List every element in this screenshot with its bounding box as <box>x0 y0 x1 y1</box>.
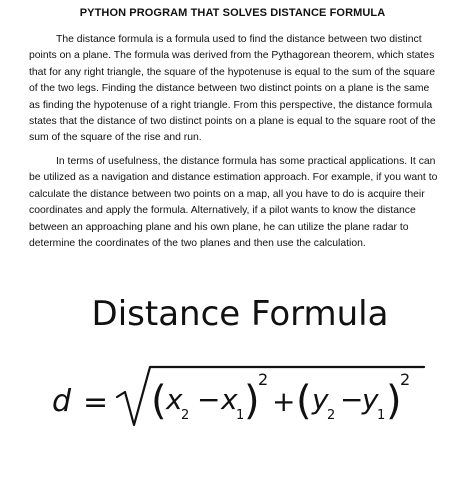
open-paren: ( <box>151 378 167 424</box>
formula-y1-subscript: 1 <box>377 408 386 423</box>
formula-x1: x <box>221 383 238 416</box>
formula-graphic <box>0 285 465 455</box>
formula-exponent: 2 <box>258 370 269 389</box>
formula-y2-subscript: 2 <box>327 408 336 423</box>
paragraph-definition <box>29 32 441 147</box>
formula-y1: y <box>362 383 379 416</box>
distance-formula-figure <box>0 285 465 455</box>
formula-plus: + <box>272 385 296 418</box>
paragraph-applications <box>29 154 441 252</box>
formula-y2: y <box>312 383 329 416</box>
formula-x2-subscript: 2 <box>181 408 190 423</box>
formula-minus: − <box>340 383 364 416</box>
close-paren: ) <box>386 378 402 424</box>
formula-x1-subscript: 1 <box>236 408 245 423</box>
document-title: PYTHON PROGRAM THAT SOLVES DISTANCE FORMULA <box>79 7 386 19</box>
formula-x2: x <box>166 383 183 416</box>
formula-exponent: 2 <box>400 370 411 389</box>
formula-lhs-d: d <box>52 384 72 419</box>
figure-heading: Distance Formula <box>91 294 389 334</box>
paragraph-text: The distance formula is a formula used to find the distance between two distinct points on a plane. The formula was derived from the Pythagorean theorem, which states that for any right triangle, the square of the hypotenuse is equal to the sum of the square of the two legs. Finding the distance between two distinct points on a plane is the same as finding the hypotenuse of a right triangle. From this perspective, the distance formula states that the distance of two distinct points on a plane is equal to the square root of the sum of the square of the rise and run. <box>29 34 436 144</box>
formula-minus: − <box>197 383 221 416</box>
close-paren: ) <box>244 378 260 424</box>
paragraph-text: In terms of usefulness, the distance formula has some practical applications. It can be utilized as a navigation and distance estimation approach. For example, if you want to calculate the distance between two points on a map, all you have to do is acquire their coordinates and apply the formula. Alternatively, if a pilot wants to know the distance between an approaching plane and his own plane, he can utilize the plane radar to determine the coordinates of the two planes and then use the calculation. <box>29 156 438 250</box>
open-paren: ( <box>296 378 312 424</box>
formula-equals: = <box>83 385 109 420</box>
